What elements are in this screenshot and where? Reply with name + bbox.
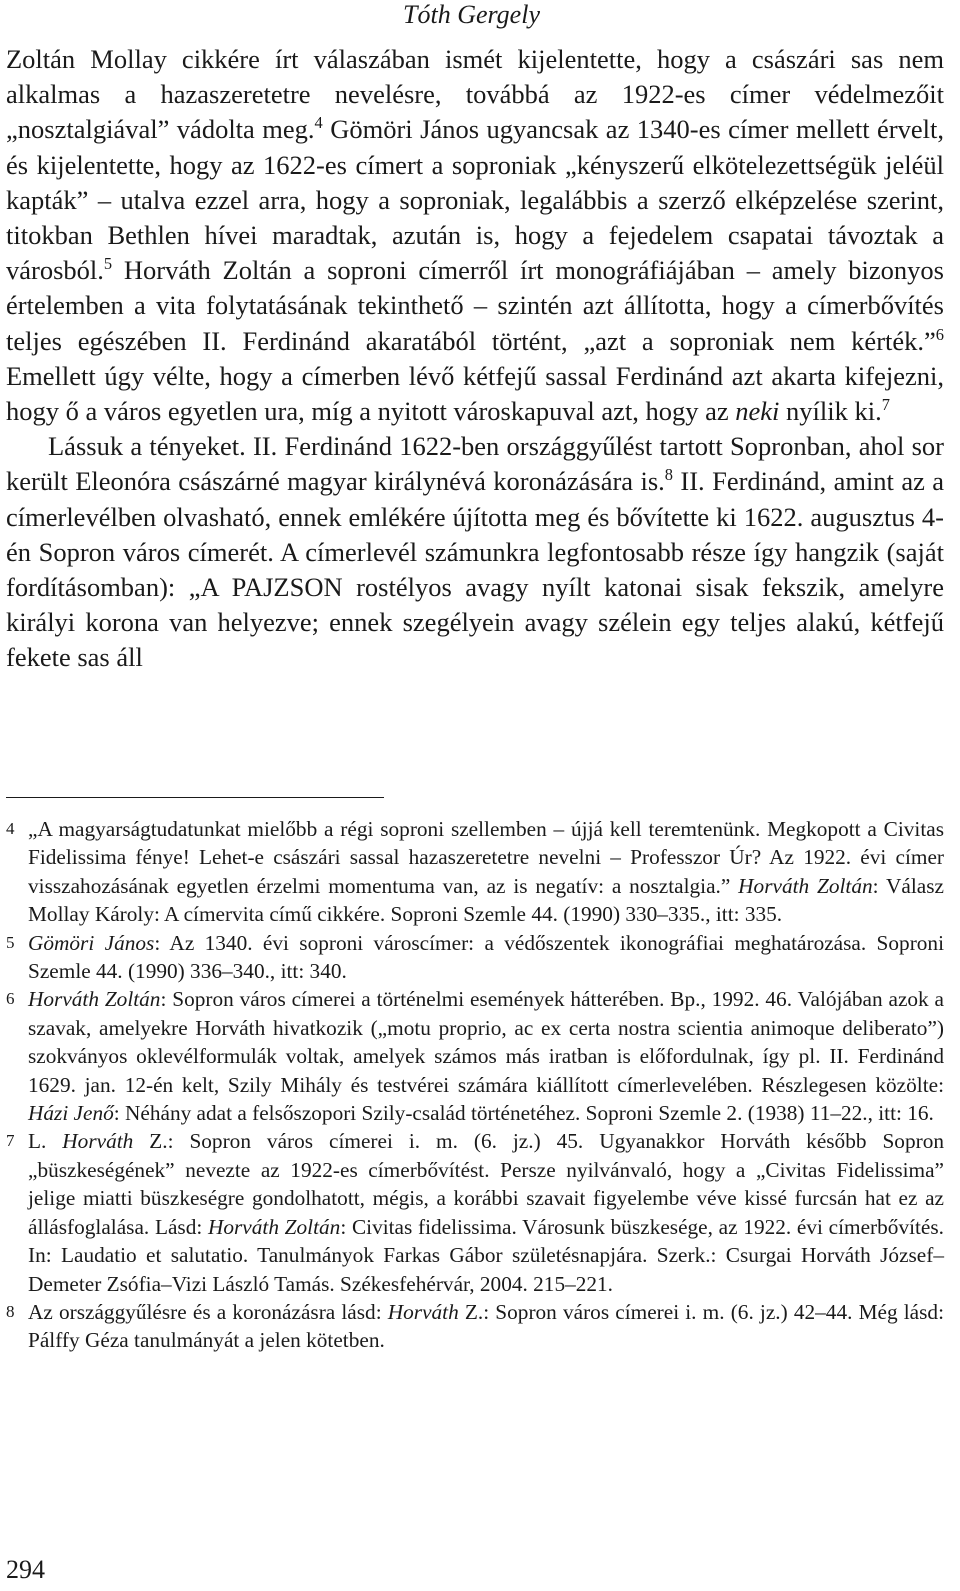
text-run: Z.: Sopron város címerei i. m. (6. jz.) 42–44. Még lásd: Pálffy Géza tanulmányát a jelen kötetben. bbox=[28, 1299, 944, 1353]
footnote-ref-8[interactable]: 8 bbox=[664, 465, 673, 485]
footnote-number: 7 bbox=[6, 1131, 15, 1151]
text-run: : Civitas fidelissima. Városunk büszkesége, az 1922. évi címerbővítés. In: Laudatio et salutatio. Tanulmányok Farkas Gábor születésnapjára. Szerk.: Csurgai Horváth József–Demeter Zsófia–Vizi László Tamás. Székesfehérvár, 2004. 215–221. bbox=[28, 1214, 944, 1296]
author-name: Horváth Zoltán bbox=[28, 987, 161, 1012]
text-run: : Sopron város címerei a történelmi események hátterében. Bp., 1992. 46. Valójában azok a szavak, amelyekre Horváth hivatkozik („motu proprio, ac ex certa nostra scientia animoque deliberato”) szokványos oklevélformulák voltak, amelyek számos más iratban is előfordulnak, így pl. II. Ferdinánd 1629. jan. 12-én kelt, Szily Mihály és testvérei számára kiállított címerlevelében. Részlegesen közölte: bbox=[28, 987, 945, 1097]
footnote-separator bbox=[6, 797, 384, 798]
text-run: L. bbox=[28, 1129, 63, 1154]
paragraph-1 bbox=[6, 42, 944, 429]
running-head: Tóth Gergely bbox=[403, 0, 540, 29]
text-run: Lássuk a tényeket. II. Ferdinánd 1622-ben országgyűlést tartott Sopronban, ahol sor került Eleonóra császárné magyar királynévá koronázására is. bbox=[6, 431, 944, 497]
author-name: Horváth bbox=[62, 1129, 134, 1154]
main-text bbox=[6, 42, 944, 676]
text-run: Az országgyűlésre és a koronázásra lásd: bbox=[28, 1299, 388, 1324]
text-run: Z.: Sopron város címerei i. m. (6. jz.) 45. Ugyanakkor Horváth később Sopron „büszkeségének” nevezte az 1922-es címerbővítést. Persze nyilvánvaló, hogy a „Civitas Fidelissima” jelige miatti büszkeségre gondolhatott, mégis, a korábbi szavait figyelembe véve kissé furcsán hat ez az állásfoglalása. Lásd: bbox=[28, 1129, 944, 1239]
footnote-number: 5 bbox=[6, 932, 15, 952]
footnote-number: 6 bbox=[6, 989, 15, 1009]
text-run: : Az 1340. évi soproni városcímer: a védőszentek ikonográfiai meghatározása. Soproni Szemle 44. (1990) 336–340., itt: 340. bbox=[28, 930, 944, 984]
footnote-number: 8 bbox=[6, 1301, 15, 1321]
footnote-6 bbox=[6, 985, 944, 1127]
footnote-ref-7[interactable]: 7 bbox=[881, 395, 890, 415]
author-name: Horváth bbox=[387, 1299, 459, 1324]
footnote-5 bbox=[6, 929, 944, 986]
footnotes bbox=[6, 815, 944, 1355]
footnote-ref-5[interactable]: 5 bbox=[103, 254, 113, 274]
author-name: Házi Jenő bbox=[28, 1101, 114, 1126]
emphasis: neki bbox=[735, 396, 780, 427]
author-name: Gömöri János bbox=[28, 930, 155, 955]
text-run: nyílik ki. bbox=[779, 396, 882, 427]
text-run: : Válasz Mollay Károly: A címervita című cikkére. Soproni Szemle 44. (1990) 330–335., itt: 335. bbox=[28, 873, 944, 927]
text-run: Emellett úgy vélte, hogy a címerben lévő kétfejű sassal Ferdinánd azt akarta kifejezni, hogy ő a város egyetlen ura, míg a nyitott városkapuval azt, hogy az bbox=[6, 360, 944, 427]
text-run: II. Ferdinánd, amint az a címerlevélben olvasható, ennek emlékére újította meg és bővítette ki 1622. augusztus 4-én Sopron város címerét. A címerlevél számunkra legfontosabb része így hangzik (saját fordításomban): „A PAJZSON rostélyos avagy nyílt katonai sisak fekszik, amelyre királyi korona van helyezve; ennek szegélyein avagy szélein egy teljes alakú, kétfejű fekete sas áll bbox=[6, 466, 945, 673]
text-run: : Néhány adat a felsőszopori Szily-család történetéhez. Soproni Szemle 2. (1938) 11–22., itt: 16. bbox=[113, 1101, 934, 1126]
text-run: „A magyarságtudatunkat mielőbb a régi soproni szellemben – újjá kell teremtenünk. Megkopott a Civitas Fidelissima fénye! Lehet-e császári sassal hazaszeretetre nevelni – Professzor Úr? Az 1922. évi címer visszahozásának egyetlen érzelmi momentuma van, az is negatív: a nosztalgia.” bbox=[28, 817, 944, 898]
text-run: Gömöri János ugyancsak az 1340-es címer mellett érvelt, és kijelentette, hogy az 1622-es címert a soproniak „kényszerű elkötelezettségük jeléül kapták” – utalva ezzel arra, hogy a soproniak, legalábbis a szerző elképzelése szerint, titokban Bethlen hívei maradtak, azután is, hogy a fejedelem csapatai távoztak a városból. bbox=[6, 114, 944, 286]
footnote-ref-6[interactable]: 6 bbox=[935, 324, 944, 344]
text-run: Zoltán Mollay cikkére írt válaszában ismét kijelentette, hogy a császári sas nem alkalmas a hazaszeretetre nevelésre, továbbá az 1922-es címer védelmezőit „nosztalgiával” vádolta meg. bbox=[6, 44, 944, 145]
footnote-8 bbox=[6, 1298, 944, 1355]
footnote-number: 4 bbox=[6, 819, 15, 838]
footnote-ref-4[interactable]: 4 bbox=[314, 113, 323, 133]
author-name: Horváth Zoltán bbox=[738, 873, 873, 898]
paragraph-2 bbox=[6, 429, 944, 675]
page-number: 294 bbox=[6, 1555, 45, 1584]
text-run: Horváth Zoltán a soproni címerről írt monográfiájában – amely bizonyos értelemben a vita folytatásának tekinthető – szintén azt állította, hogy a címerbővítés teljes egészében II. Ferdinánd akaratából történt, „azt a soproniak nem kérték.” bbox=[6, 255, 944, 356]
footnote-7 bbox=[6, 1127, 944, 1297]
footnote-4 bbox=[6, 815, 944, 929]
author-name: Horváth Zoltán bbox=[207, 1214, 341, 1239]
